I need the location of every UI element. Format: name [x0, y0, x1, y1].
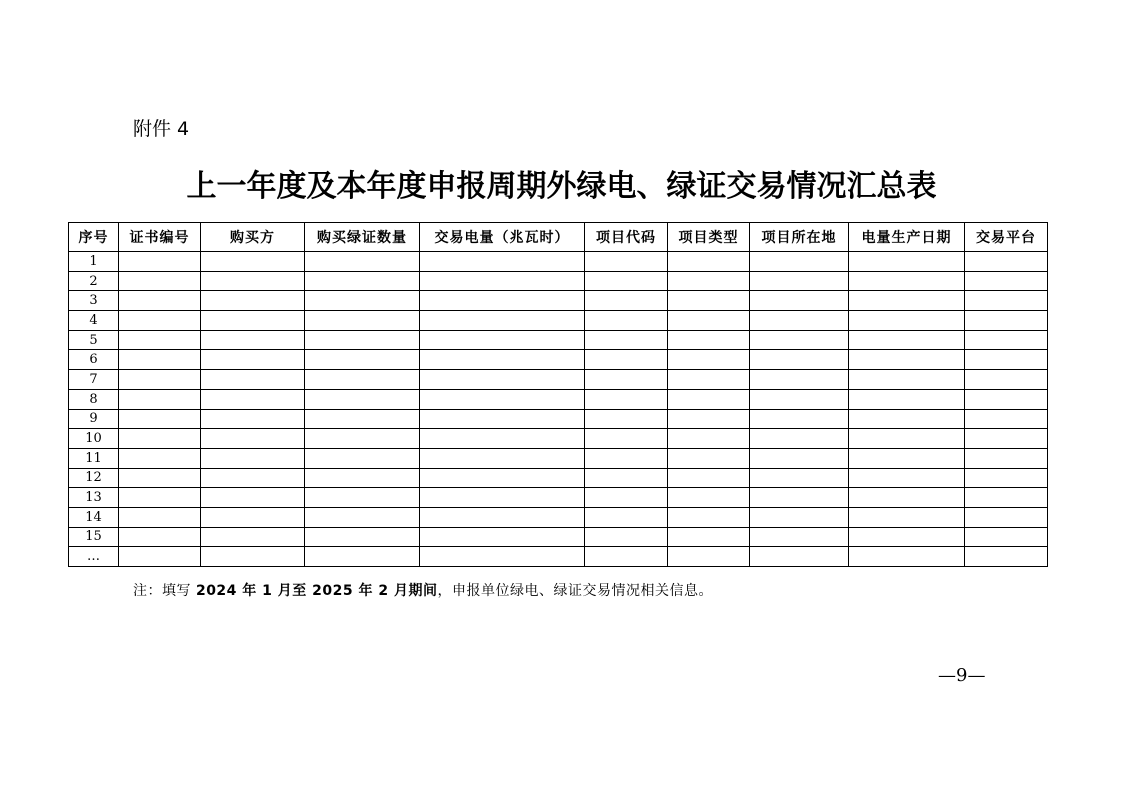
table-cell [585, 350, 668, 370]
table-cell [201, 271, 305, 291]
table-cell [305, 389, 420, 409]
table-cell [201, 468, 305, 488]
table-cell [668, 291, 750, 311]
row-serial-cell: 12 [69, 468, 119, 488]
table-cell [668, 330, 750, 350]
row-serial-cell: 11 [69, 448, 119, 468]
row-serial-cell: 4 [69, 311, 119, 331]
header-generation-date: 电量生产日期 [849, 223, 965, 252]
table-cell [201, 527, 305, 547]
table-cell [119, 370, 201, 390]
header-project-location: 项目所在地 [750, 223, 849, 252]
table-row [69, 350, 1048, 370]
table-row [69, 271, 1048, 291]
table-cell [420, 409, 585, 429]
table-cell [750, 448, 849, 468]
table-cell [585, 507, 668, 527]
table-cell [305, 429, 420, 449]
table-row [69, 389, 1048, 409]
table-cell [420, 350, 585, 370]
row-serial-cell: 2 [69, 271, 119, 291]
row-serial-cell: 7 [69, 370, 119, 390]
table-cell [750, 527, 849, 547]
table-cell [849, 468, 965, 488]
table-cell [849, 291, 965, 311]
table-cell [849, 330, 965, 350]
table-row [69, 311, 1048, 331]
table-cell [201, 547, 305, 567]
table-cell [585, 527, 668, 547]
table-cell [585, 488, 668, 508]
table-cell [849, 547, 965, 567]
row-serial-cell: 3 [69, 291, 119, 311]
table-cell [965, 468, 1048, 488]
table-cell [585, 252, 668, 272]
table-cell [420, 291, 585, 311]
table-cell [420, 547, 585, 567]
table-cell [668, 409, 750, 429]
table-cell [305, 311, 420, 331]
table-cell [420, 370, 585, 390]
table-cell [750, 271, 849, 291]
table-cell [305, 350, 420, 370]
table-cell [119, 488, 201, 508]
table-cell [849, 311, 965, 331]
table-cell [201, 252, 305, 272]
table-cell [420, 252, 585, 272]
table-cell [201, 330, 305, 350]
table-cell [201, 291, 305, 311]
row-serial-cell: 10 [69, 429, 119, 449]
table-cell [849, 429, 965, 449]
header-certificate-quantity: 购买绿证数量 [305, 223, 420, 252]
table-cell [668, 429, 750, 449]
table-cell [750, 468, 849, 488]
table-footnote [133, 580, 713, 600]
row-serial-cell: 8 [69, 389, 119, 409]
table-cell [750, 252, 849, 272]
table-cell [201, 409, 305, 429]
table-cell [585, 547, 668, 567]
table-cell [119, 409, 201, 429]
table-row [69, 527, 1048, 547]
table-cell [119, 389, 201, 409]
table-row [69, 507, 1048, 527]
table-cell [420, 311, 585, 331]
table-cell [585, 468, 668, 488]
table-cell [750, 370, 849, 390]
table-row [69, 547, 1048, 567]
table-cell [585, 429, 668, 449]
table-cell [965, 429, 1048, 449]
row-serial-cell: 14 [69, 507, 119, 527]
table-row [69, 330, 1048, 350]
header-certificate-number: 证书编号 [119, 223, 201, 252]
table-row [69, 252, 1048, 272]
table-cell [668, 507, 750, 527]
table-cell [750, 350, 849, 370]
table-cell [585, 389, 668, 409]
table-cell [305, 252, 420, 272]
table-cell [750, 507, 849, 527]
table-cell [420, 429, 585, 449]
table-cell [750, 389, 849, 409]
table-cell [965, 350, 1048, 370]
table-cell [305, 409, 420, 429]
table-cell [965, 370, 1048, 390]
table-cell [420, 330, 585, 350]
table-cell [668, 547, 750, 567]
table-cell [420, 448, 585, 468]
table-cell [585, 291, 668, 311]
table-cell [119, 429, 201, 449]
table-cell [585, 330, 668, 350]
row-serial-cell: 9 [69, 409, 119, 429]
row-serial-cell: … [69, 547, 119, 567]
table-cell [965, 547, 1048, 567]
table-header-row [69, 223, 1048, 252]
table-cell [119, 252, 201, 272]
table-cell [585, 311, 668, 331]
table-cell [305, 330, 420, 350]
table-cell [965, 252, 1048, 272]
table-cell [668, 468, 750, 488]
table-row [69, 429, 1048, 449]
footnote-period: 2024 年 1 月至 2025 年 2 月期间 [195, 583, 438, 599]
table-cell [750, 547, 849, 567]
table-cell [849, 488, 965, 508]
table-cell [668, 488, 750, 508]
table-cell [119, 350, 201, 370]
table-cell [849, 448, 965, 468]
header-trade-volume: 交易电量（兆瓦时） [420, 223, 585, 252]
header-buyer: 购买方 [201, 223, 305, 252]
table-cell [305, 507, 420, 527]
footnote-suffix: ，申报单位绿电、绿证交易情况相关信息。 [437, 583, 713, 599]
page-number: —9— [938, 665, 986, 686]
table-cell [201, 429, 305, 449]
table-body [69, 252, 1048, 567]
row-serial-cell: 13 [69, 488, 119, 508]
table-cell [420, 271, 585, 291]
table-cell [965, 291, 1048, 311]
table-cell [201, 488, 305, 508]
row-serial-cell: 5 [69, 330, 119, 350]
table-cell [965, 527, 1048, 547]
table-cell [305, 468, 420, 488]
table-cell [585, 409, 668, 429]
table-cell [750, 291, 849, 311]
table-cell [119, 547, 201, 567]
table-cell [750, 409, 849, 429]
header-project-type: 项目类型 [668, 223, 750, 252]
table-cell [119, 271, 201, 291]
table-cell [119, 527, 201, 547]
table-cell [305, 291, 420, 311]
table-cell [305, 527, 420, 547]
header-project-code: 项目代码 [585, 223, 668, 252]
attachment-label: 附件 4 [133, 118, 190, 140]
table-cell [750, 429, 849, 449]
table-cell [119, 468, 201, 488]
table-cell [668, 389, 750, 409]
table-cell [965, 507, 1048, 527]
table-cell [965, 271, 1048, 291]
table-cell [119, 291, 201, 311]
header-serial-number: 序号 [69, 223, 119, 252]
header-trading-platform: 交易平台 [965, 223, 1048, 252]
table-cell [668, 448, 750, 468]
table-cell [965, 448, 1048, 468]
table-cell [585, 448, 668, 468]
table-cell [668, 527, 750, 547]
table-cell [849, 350, 965, 370]
table-cell [849, 252, 965, 272]
table-cell [965, 488, 1048, 508]
table-cell [201, 350, 305, 370]
table-row [69, 370, 1048, 390]
table-cell [585, 370, 668, 390]
table-cell [750, 330, 849, 350]
table-cell [420, 389, 585, 409]
table-cell [420, 507, 585, 527]
table-cell [849, 507, 965, 527]
table-cell [668, 271, 750, 291]
row-serial-cell: 15 [69, 527, 119, 547]
table-cell [668, 311, 750, 331]
table-cell [201, 389, 305, 409]
table-cell [585, 271, 668, 291]
table-cell [965, 409, 1048, 429]
row-serial-cell: 6 [69, 350, 119, 370]
table-cell [201, 370, 305, 390]
document-title: 上一年度及本年度申报周期外绿电、绿证交易情况汇总表 [186, 169, 937, 204]
table-cell [965, 389, 1048, 409]
table-cell [849, 389, 965, 409]
table-cell [119, 448, 201, 468]
row-serial-cell: 1 [69, 252, 119, 272]
table-cell [849, 271, 965, 291]
table-cell [420, 488, 585, 508]
table-cell [201, 311, 305, 331]
table-cell [119, 330, 201, 350]
table-row [69, 468, 1048, 488]
table-row [69, 448, 1048, 468]
table-cell [305, 448, 420, 468]
footnote-prefix: 注：填写 [133, 583, 191, 599]
table-cell [119, 507, 201, 527]
table-cell [668, 370, 750, 390]
table-cell [849, 370, 965, 390]
table-cell [201, 507, 305, 527]
table-cell [849, 527, 965, 547]
table-cell [420, 468, 585, 488]
table-cell [305, 271, 420, 291]
table-cell [849, 409, 965, 429]
table-row [69, 409, 1048, 429]
table-cell [965, 311, 1048, 331]
table-cell [305, 370, 420, 390]
table-cell [305, 547, 420, 567]
table-cell [668, 350, 750, 370]
table-cell [201, 448, 305, 468]
table-row [69, 291, 1048, 311]
table-cell [305, 488, 420, 508]
table-cell [668, 252, 750, 272]
table-cell [750, 488, 849, 508]
table-cell [119, 311, 201, 331]
table-cell [750, 311, 849, 331]
summary-table [68, 222, 1048, 567]
table-cell [965, 330, 1048, 350]
table-row [69, 488, 1048, 508]
table-cell [420, 527, 585, 547]
